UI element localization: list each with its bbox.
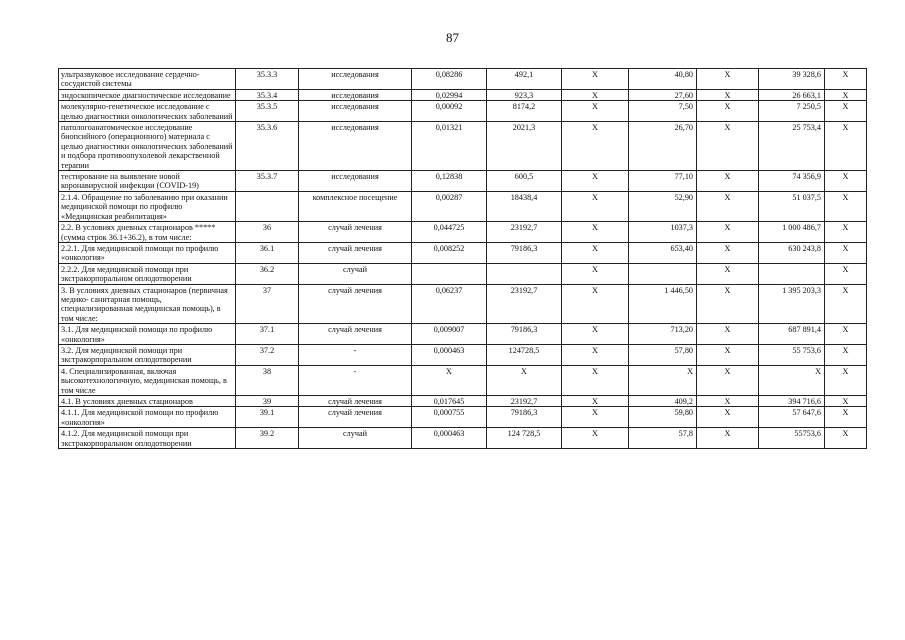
- row-norm-cell: X: [412, 365, 487, 395]
- row-cost-cell: 923,3: [487, 89, 562, 100]
- row-col6-cell: X: [562, 171, 629, 192]
- row-col8-cell: X: [697, 69, 759, 90]
- table-row: [59, 222, 867, 243]
- row-col6-cell: X: [562, 396, 629, 407]
- row-col10-cell: X: [825, 396, 867, 407]
- row-description-cell: 4.1.2. Для медицинской помощи при экстракорпоральном оплодотворении: [59, 428, 236, 449]
- row-unit-cell: комплексное посещение: [299, 191, 412, 221]
- row-col7-cell: 1 446,50: [629, 284, 697, 324]
- table-row: [59, 284, 867, 324]
- row-code-cell: 35.3.5: [236, 101, 299, 122]
- row-col7-cell: 77,10: [629, 171, 697, 192]
- table-row: [59, 171, 867, 192]
- row-col8-cell: X: [697, 428, 759, 449]
- row-col6-cell: X: [562, 222, 629, 243]
- row-col8-cell: X: [697, 365, 759, 395]
- row-col7-cell: X: [629, 365, 697, 395]
- row-description-cell: молекулярно-генетическое исследование с целью диагностики онкологических заболеваний: [59, 101, 236, 122]
- row-col6-cell: X: [562, 122, 629, 171]
- row-unit-cell: случай лечения: [299, 407, 412, 428]
- row-col9-cell: [759, 263, 825, 284]
- row-col7-cell: 1037,3: [629, 222, 697, 243]
- row-col9-cell: X: [759, 365, 825, 395]
- row-col7-cell: 653,40: [629, 242, 697, 263]
- row-col10-cell: X: [825, 324, 867, 345]
- row-code-cell: 35.3.6: [236, 122, 299, 171]
- row-col6-cell: X: [562, 69, 629, 90]
- row-col6-cell: X: [562, 284, 629, 324]
- row-unit-cell: случай лечения: [299, 324, 412, 345]
- row-col10-cell: X: [825, 284, 867, 324]
- row-description-cell: 4.1. В условиях дневных стационаров: [59, 396, 236, 407]
- row-cost-cell: 18438,4: [487, 191, 562, 221]
- row-description-cell: патологоанатомическое исследование биопсийного (операционного) материала с целью диагностики онкологических заболеваний и подбора противоопухолевой лекарственной терапии: [59, 122, 236, 171]
- row-col6-cell: X: [562, 191, 629, 221]
- row-col7-cell: 7,50: [629, 101, 697, 122]
- row-col6-cell: X: [562, 344, 629, 365]
- row-col8-cell: X: [697, 89, 759, 100]
- row-col7-cell: 52,90: [629, 191, 697, 221]
- row-col8-cell: X: [697, 396, 759, 407]
- row-col8-cell: X: [697, 263, 759, 284]
- row-col6-cell: X: [562, 428, 629, 449]
- row-col7-cell: 26,70: [629, 122, 697, 171]
- row-cost-cell: 492,1: [487, 69, 562, 90]
- row-description-cell: 2.2.1. Для медицинской помощи по профилю «онкология»: [59, 242, 236, 263]
- row-col7-cell: 57,80: [629, 344, 697, 365]
- row-col10-cell: X: [825, 428, 867, 449]
- row-description-cell: 2.2. В условиях дневных стационаров ***** (сумма строк 36.1+36.2), в том числе:: [59, 222, 236, 243]
- row-code-cell: 36: [236, 222, 299, 243]
- row-unit-cell: случай лечения: [299, 242, 412, 263]
- row-col10-cell: X: [825, 69, 867, 90]
- table-row: [59, 89, 867, 100]
- row-unit-cell: случай: [299, 263, 412, 284]
- row-col8-cell: X: [697, 191, 759, 221]
- row-norm-cell: 0,02994: [412, 89, 487, 100]
- row-unit-cell: -: [299, 365, 412, 395]
- row-col10-cell: X: [825, 89, 867, 100]
- row-col6-cell: X: [562, 101, 629, 122]
- row-cost-cell: [487, 263, 562, 284]
- row-col9-cell: 630 243,8: [759, 242, 825, 263]
- row-col10-cell: X: [825, 365, 867, 395]
- table-row: [59, 263, 867, 284]
- row-description-cell: 3.2. Для медицинской помощи при экстракорпоральном оплодотворении: [59, 344, 236, 365]
- row-code-cell: 37.2: [236, 344, 299, 365]
- row-col6-cell: X: [562, 324, 629, 345]
- row-description-cell: 2.1.4. Обращение по заболеванию при оказании медицинской помощи по профилю «Медицинская реабилитация»: [59, 191, 236, 221]
- table-row: [59, 122, 867, 171]
- row-col6-cell: X: [562, 89, 629, 100]
- row-col8-cell: X: [697, 344, 759, 365]
- row-col10-cell: X: [825, 191, 867, 221]
- row-description-cell: эндоскопическое диагностическое исследование: [59, 89, 236, 100]
- row-col8-cell: X: [697, 242, 759, 263]
- row-code-cell: 39.2: [236, 428, 299, 449]
- row-col9-cell: 55 753,6: [759, 344, 825, 365]
- row-col6-cell: X: [562, 407, 629, 428]
- row-description-cell: 4.1.1. Для медицинской помощи по профилю «онкология»: [59, 407, 236, 428]
- row-code-cell: [236, 191, 299, 221]
- row-norm-cell: 0,000463: [412, 344, 487, 365]
- table-row: [59, 324, 867, 345]
- row-norm-cell: 0,000755: [412, 407, 487, 428]
- row-unit-cell: исследования: [299, 89, 412, 100]
- row-code-cell: 37: [236, 284, 299, 324]
- row-col9-cell: 51 037,5: [759, 191, 825, 221]
- row-col10-cell: X: [825, 171, 867, 192]
- row-code-cell: 39: [236, 396, 299, 407]
- row-norm-cell: 0,009007: [412, 324, 487, 345]
- row-col8-cell: X: [697, 222, 759, 243]
- row-col6-cell: X: [562, 263, 629, 284]
- row-col9-cell: 687 891,4: [759, 324, 825, 345]
- row-cost-cell: 23192,7: [487, 222, 562, 243]
- row-cost-cell: 2021,3: [487, 122, 562, 171]
- table-body: [59, 69, 867, 449]
- row-norm-cell: 0,044725: [412, 222, 487, 243]
- row-col6-cell: X: [562, 365, 629, 395]
- table-row: [59, 101, 867, 122]
- row-col8-cell: X: [697, 101, 759, 122]
- row-norm-cell: [412, 263, 487, 284]
- row-col7-cell: 27,60: [629, 89, 697, 100]
- table-row: [59, 365, 867, 395]
- row-code-cell: 35.3.4: [236, 89, 299, 100]
- row-col9-cell: 57 647,6: [759, 407, 825, 428]
- table-row: [59, 69, 867, 90]
- table-row: [59, 428, 867, 449]
- row-description-cell: 3.1. Для медицинской помощи по профилю «онкология»: [59, 324, 236, 345]
- row-code-cell: 37.1: [236, 324, 299, 345]
- table-row: [59, 242, 867, 263]
- row-col9-cell: 7 250,5: [759, 101, 825, 122]
- row-norm-cell: 0,12838: [412, 171, 487, 192]
- row-col10-cell: X: [825, 122, 867, 171]
- row-description-cell: 2.2.2. Для медицинской помощи при экстракорпоральном оплодотворении: [59, 263, 236, 284]
- row-norm-cell: 0,017645: [412, 396, 487, 407]
- table-row: [59, 396, 867, 407]
- row-col9-cell: 74 356,9: [759, 171, 825, 192]
- row-col9-cell: 39 328,6: [759, 69, 825, 90]
- row-cost-cell: 8174,2: [487, 101, 562, 122]
- row-description-cell: тестирование на выявление новой коронавирусной инфекции (COVID-19): [59, 171, 236, 192]
- row-cost-cell: 79186,3: [487, 324, 562, 345]
- row-col10-cell: X: [825, 242, 867, 263]
- table-row: [59, 407, 867, 428]
- row-cost-cell: 23192,7: [487, 396, 562, 407]
- table-row: [59, 344, 867, 365]
- row-code-cell: 38: [236, 365, 299, 395]
- row-norm-cell: 0,00092: [412, 101, 487, 122]
- row-cost-cell: 23192,7: [487, 284, 562, 324]
- row-col8-cell: X: [697, 284, 759, 324]
- row-cost-cell: 124 728,5: [487, 428, 562, 449]
- row-col7-cell: 713,20: [629, 324, 697, 345]
- row-unit-cell: исследования: [299, 171, 412, 192]
- row-col10-cell: X: [825, 344, 867, 365]
- row-code-cell: 36.1: [236, 242, 299, 263]
- row-norm-cell: 0,08286: [412, 69, 487, 90]
- row-norm-cell: 0,008252: [412, 242, 487, 263]
- row-cost-cell: 79186,3: [487, 407, 562, 428]
- table-row: [59, 191, 867, 221]
- page-number: 87: [446, 30, 459, 45]
- row-norm-cell: 0,00287: [412, 191, 487, 221]
- row-col7-cell: 57,8: [629, 428, 697, 449]
- row-col9-cell: 1 000 486,7: [759, 222, 825, 243]
- row-code-cell: 36.2: [236, 263, 299, 284]
- row-unit-cell: случай лечения: [299, 396, 412, 407]
- row-col9-cell: 1 395 203,3: [759, 284, 825, 324]
- row-norm-cell: 0,000463: [412, 428, 487, 449]
- row-unit-cell: исследования: [299, 69, 412, 90]
- row-unit-cell: случай лечения: [299, 222, 412, 243]
- row-description-cell: 4. Специализированная, включая высокотехнологичную, медицинская помощь, в том числе: [59, 365, 236, 395]
- row-col7-cell: 59,80: [629, 407, 697, 428]
- row-col10-cell: X: [825, 222, 867, 243]
- row-cost-cell: 79186,3: [487, 242, 562, 263]
- row-col6-cell: X: [562, 242, 629, 263]
- row-col8-cell: X: [697, 171, 759, 192]
- row-norm-cell: 0,06237: [412, 284, 487, 324]
- row-col10-cell: X: [825, 263, 867, 284]
- row-col9-cell: 394 716,6: [759, 396, 825, 407]
- row-col8-cell: X: [697, 324, 759, 345]
- row-col9-cell: 25 753,4: [759, 122, 825, 171]
- row-code-cell: 35.3.3: [236, 69, 299, 90]
- data-table: [58, 68, 867, 449]
- row-unit-cell: исследования: [299, 122, 412, 171]
- row-unit-cell: -: [299, 344, 412, 365]
- row-unit-cell: случай: [299, 428, 412, 449]
- row-cost-cell: X: [487, 365, 562, 395]
- row-col10-cell: X: [825, 101, 867, 122]
- row-unit-cell: исследования: [299, 101, 412, 122]
- row-cost-cell: 600,5: [487, 171, 562, 192]
- row-col7-cell: [629, 263, 697, 284]
- row-description-cell: ультразвуковое исследование сердечно-сосудистой системы: [59, 69, 236, 90]
- row-norm-cell: 0,01321: [412, 122, 487, 171]
- row-code-cell: 39.1: [236, 407, 299, 428]
- row-col9-cell: 26 663,1: [759, 89, 825, 100]
- row-unit-cell: случай лечения: [299, 284, 412, 324]
- row-code-cell: 35.3.7: [236, 171, 299, 192]
- row-cost-cell: 124728,5: [487, 344, 562, 365]
- row-col8-cell: X: [697, 122, 759, 171]
- row-col7-cell: 40,80: [629, 69, 697, 90]
- row-description-cell: 3. В условиях дневных стационаров (первичная медико- санитарная помощь, специализированная медицинская помощь), в том числе:: [59, 284, 236, 324]
- row-col8-cell: X: [697, 407, 759, 428]
- row-col10-cell: X: [825, 407, 867, 428]
- row-col9-cell: 55753,6: [759, 428, 825, 449]
- row-col7-cell: 409,2: [629, 396, 697, 407]
